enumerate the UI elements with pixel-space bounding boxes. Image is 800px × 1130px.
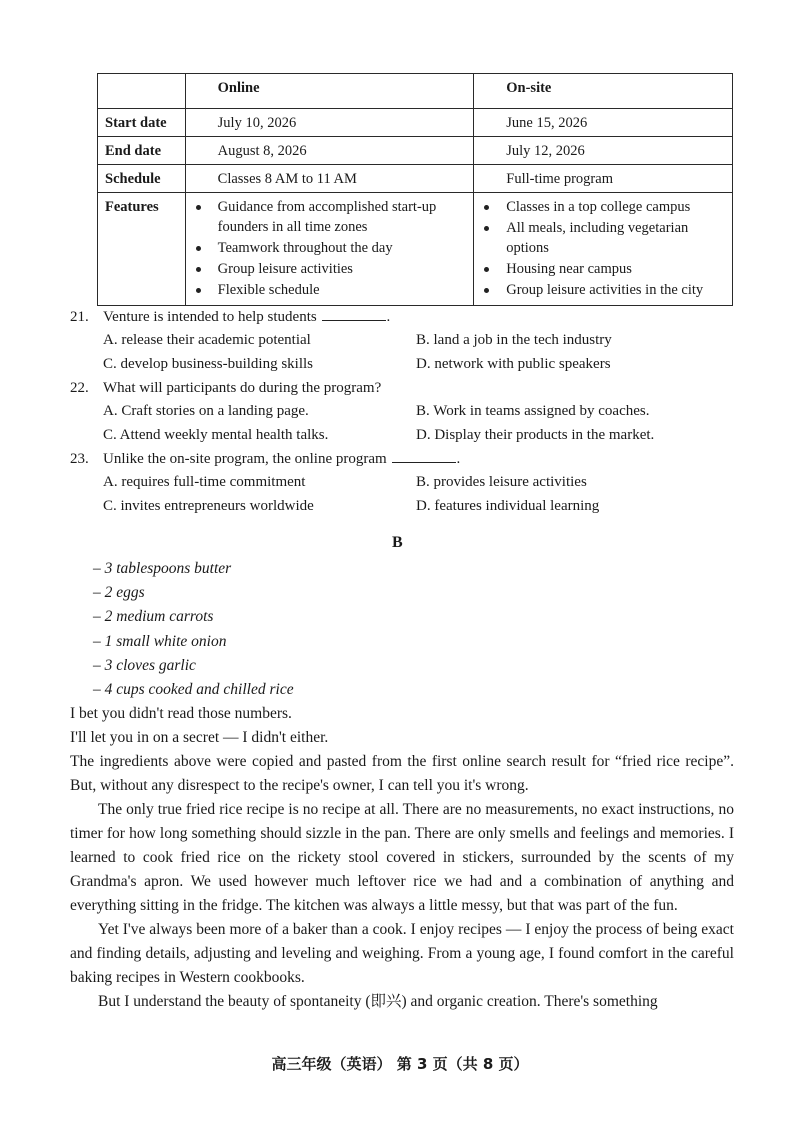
option-d: D. Display their products in the market. (416, 426, 655, 443)
row-label: Features (105, 199, 159, 215)
article-body (70, 702, 734, 1014)
paragraph: The ingredients above were copied and pasted from the first online search result for “fried rice recipe”. But, without any disrespect to the recipe's owner, I can tell you it's wrong. (70, 753, 734, 794)
list-item: Teamwork throughout the day (194, 238, 470, 258)
program-comparison-table (97, 73, 733, 306)
table-row-start-date (98, 109, 733, 137)
onsite-end-date: July 12, 2026 (506, 143, 585, 159)
list-item: All meals, including vegetarian options (482, 218, 728, 258)
option-row (70, 424, 750, 448)
questions-block (70, 305, 750, 518)
option-row (70, 400, 750, 424)
option-c: C. develop business-building skills (103, 355, 313, 372)
onsite-features-list (474, 197, 732, 300)
question-22 (70, 376, 750, 400)
paragraph: But I understand the beauty of spontaneity (即兴) and organic creation. There's something (98, 993, 658, 1010)
option-d: D. network with public speakers (416, 355, 611, 372)
list-item: – 2 medium carrots (93, 608, 214, 626)
option-b: B. provides leisure activities (416, 474, 587, 490)
option-c: C. Attend weekly mental health talks. (103, 426, 329, 443)
question-stem: What will participants do during the program? (103, 380, 382, 396)
table-row-end-date (98, 137, 733, 165)
option-c: C. invites entrepreneurs worldwide (103, 497, 314, 514)
list-item: – 3 cloves garlic (93, 656, 196, 674)
header-online: Online (217, 80, 260, 96)
list-item: Flexible schedule (194, 280, 470, 300)
page-footer: 高三年级（英语） 第 3 页（共 8 页） (271, 1055, 529, 1073)
list-item: Housing near campus (482, 259, 728, 279)
list-item: Classes in a top college campus (482, 197, 728, 217)
option-a: A. requires full-time commitment (103, 474, 306, 490)
question-stem: Venture is intended to help students (103, 309, 317, 325)
row-label: End date (105, 143, 162, 159)
option-a: A. release their academic potential (103, 332, 311, 348)
paragraph: I bet you didn't read those numbers. (70, 705, 292, 722)
question-21 (70, 305, 750, 329)
option-b: B. land a job in the tech industry (416, 332, 612, 348)
answer-blank (322, 306, 386, 321)
paragraph: I'll let you in on a secret — I didn't either. (70, 729, 329, 746)
onsite-start-date: June 15, 2026 (506, 115, 588, 131)
option-a: A. Craft stories on a landing page. (103, 403, 309, 419)
question-stem: Unlike the on-site program, the online program (103, 451, 387, 467)
table-row-features (98, 193, 733, 306)
row-label: Start date (105, 115, 167, 131)
list-item: Guidance from accomplished start-up founders in all time zones (194, 197, 470, 237)
onsite-schedule: Full-time program (506, 171, 613, 187)
ingredients-list (93, 557, 294, 702)
answer-blank (392, 448, 456, 463)
row-label: Schedule (105, 171, 161, 187)
option-row (70, 353, 750, 377)
question-23 (70, 447, 750, 471)
online-end-date: August 8, 2026 (217, 143, 307, 159)
question-number: 22. (70, 380, 89, 396)
option-row (70, 471, 750, 495)
list-item: – 4 cups cooked and chilled rice (93, 680, 294, 698)
section-heading: B (392, 534, 403, 551)
question-tail: . (456, 451, 461, 467)
question-number: 23. (70, 451, 89, 467)
list-item: – 1 small white onion (93, 632, 227, 650)
table-header-row (98, 74, 733, 109)
online-features-list (186, 197, 474, 300)
list-item: – 2 eggs (93, 584, 145, 602)
option-b: B. Work in teams assigned by coaches. (416, 403, 650, 419)
paragraph: Yet I've always been more of a baker than a cook. I enjoy recipes — I enjoy the process of being exact and finding details, adjusting and leveling and weighing. From a young age, I found comfort in the careful baking recipes in Western cookbooks. (70, 921, 734, 986)
list-item: – 3 tablespoons butter (93, 560, 232, 577)
online-schedule: Classes 8 AM to 11 AM (217, 171, 357, 187)
option-d: D. features individual learning (416, 497, 600, 514)
option-row (70, 329, 750, 353)
header-onsite: On-site (506, 80, 552, 96)
table-row-schedule (98, 165, 733, 193)
option-row (70, 495, 750, 519)
paragraph: The only true fried rice recipe is no recipe at all. There are no measurements, no exact instructions, no timer for how long something should sizzle in the pan. There are only smells and feelings and memories. I learned to cook fried rice on the rickety stool covered in stickers, surrounded by the scents of my Grandma's apron. We used however much leftover rice we had and a combination of anything and everything sitting in the fridge. The kitchen was always a little messy, but that was part of the fun. (70, 801, 734, 914)
question-tail: . (386, 309, 391, 325)
list-item: Group leisure activities (194, 259, 470, 279)
table-header-empty (98, 74, 186, 109)
question-number: 21. (70, 309, 89, 325)
list-item: Group leisure activities in the city (482, 280, 728, 300)
online-start-date: July 10, 2026 (217, 115, 297, 131)
